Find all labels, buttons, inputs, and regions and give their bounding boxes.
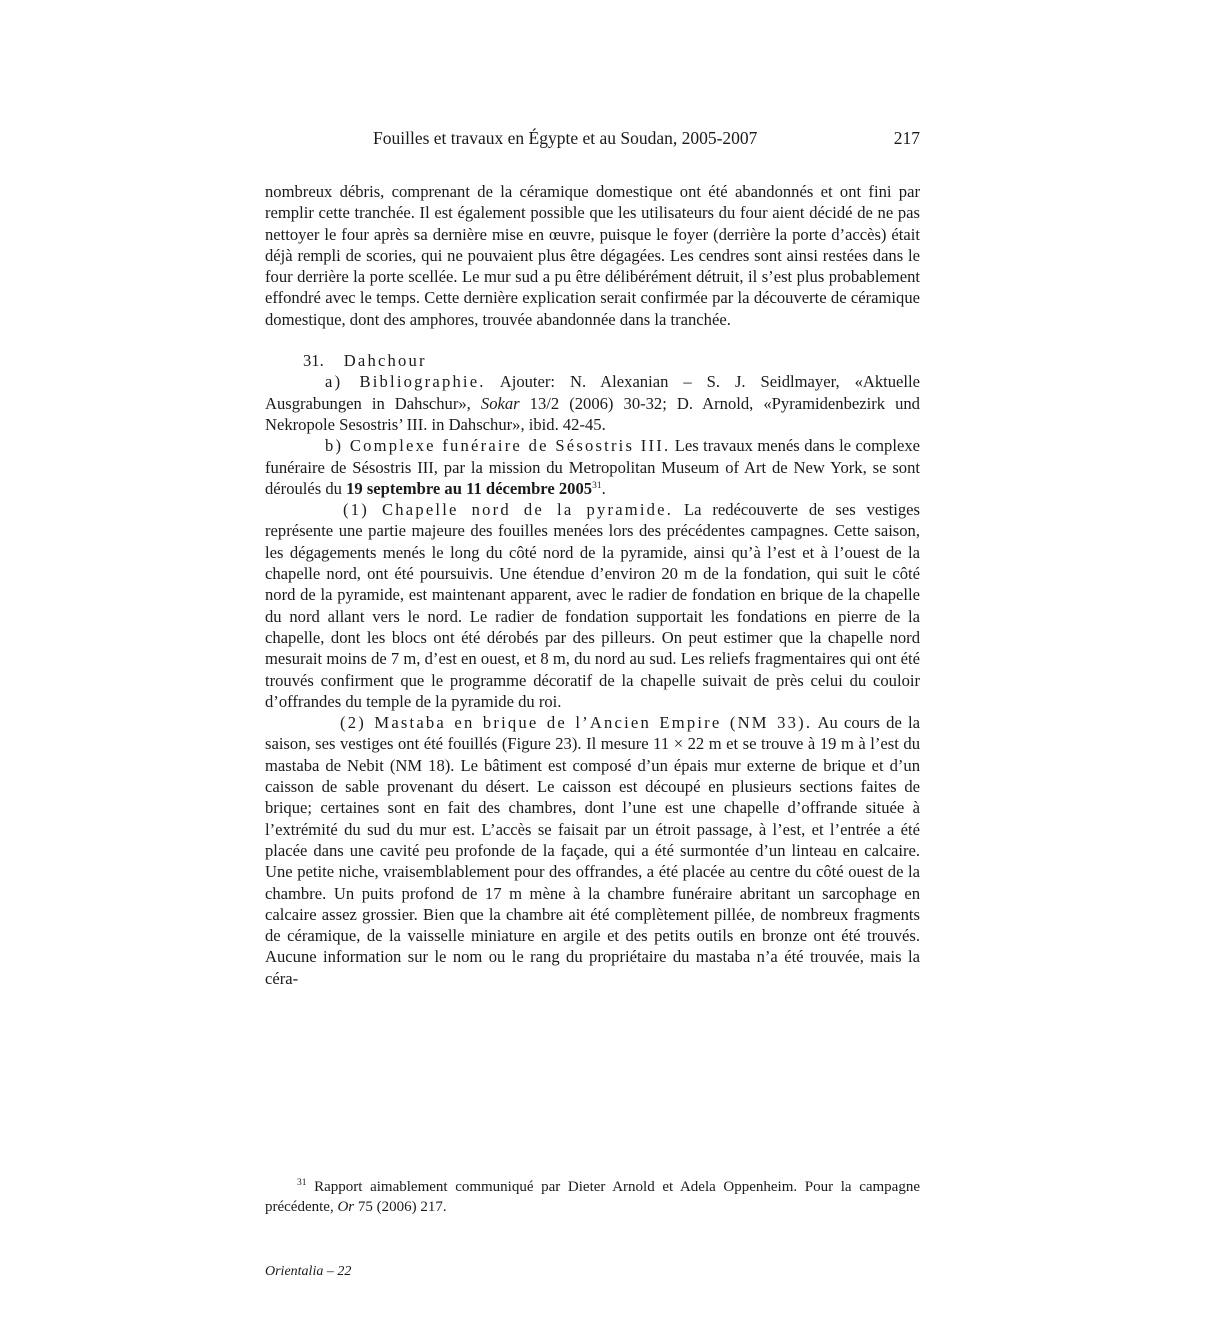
section-number: 31.	[303, 351, 324, 371]
subsection-label-2: (2) Mastaba en brique de l’Ancien Empire (NM 33).	[340, 713, 813, 733]
signature-mark: Orientalia – 22	[265, 1264, 352, 1279]
paragraph-bibliography	[265, 371, 920, 435]
footnote-text: Rapport aimablement communiqué par Dieter Arnold et Adela Oppenheim. Pour la campagne précédente,	[265, 1179, 920, 1215]
footnote-number: 31	[297, 1178, 307, 1188]
bibliography-text: Ajouter: N. Alexanian – S. J. Seidlmayer, «Aktuelle Ausgrabungen in Dahschur»,	[265, 372, 921, 413]
subsection-label-a: a) Bibliographie.	[325, 372, 486, 392]
running-header	[265, 128, 920, 152]
bibliography-text-continued: 13/2 (2006) 30-32; D. Arnold, «Pyramidenbezirk und Nekropole Sesostris’ III. in Dahschur», ibid. 42-45.	[265, 393, 920, 434]
paragraph-mastaba	[265, 712, 920, 989]
footnote-journal: Or	[337, 1198, 355, 1215]
paragraph-continuation: nombreux débris, comprenant de la céramique domestique ont été abandonnés et ont fini par remplir cette tranchée. Il est également possible que les utilisateurs du four aient décidé de ne pas nettoyer le four après sa dernière mise en œuvre, puisque le foyer (derrière la porte d’accès) était déjà rempli de scories, qui ne pouvaient plus être dégagées. Les cendres sont ainsi restées dans le four derrière la porte scellée. Le mur sud a pu être délibérément détruit, il s’est plus probablement effondré avec le temps. Cette dernière explication serait confirmée par la découverte de céramique domestique, dont des amphores, trouvée abandonnée dans la tranchée.	[265, 182, 920, 329]
chapelle-nord-text: La redécouverte de ses vestiges représente une partie majeure des fouilles menées lors des précédentes campagnes. Cette saison, les dégagements menés le long du côté nord de la pyramide, ainsi qu’à l’est et à l’ouest de la chapelle nord, ont été poursuivis. Une étendue d’environ 20 m de la fondation, qui suit le côté nord de la pyramide, est maintenant apparent, avec le radier de fondation en brique de la chapelle du nord allant vers le nord. Le radier de fondation supportait les fondations en pierre de la chapelle, dont les blocs ont été dérobés par des pilleurs. On peut estimer que la chapelle nord mesurait moins de 7 m, d’est en ouest, et 8 m, du nord au sud. Les reliefs fragmentaires qui ont été trouvés confirment que le programme décoratif de la chapelle suivait de près celui du couloir d’offrandes du temple de la pyramide du roi.	[265, 500, 920, 711]
footnotes	[265, 1178, 920, 1217]
section-gap	[265, 330, 920, 350]
footnote-31	[265, 1178, 920, 1217]
paragraph-chapelle-nord	[265, 499, 920, 712]
page-number: 217	[893, 128, 920, 148]
complexe-text: Les travaux menés dans le complexe funéraire de Sésostris III, par la mission du Metropolitan Museum of Art de New York, se sont déroulés du	[265, 436, 920, 498]
paragraph-complexe	[265, 435, 920, 499]
campaign-dates: 19 septembre au 11 décembre 2005	[346, 478, 593, 498]
document-page	[265, 0, 920, 1334]
complexe-text-end: .	[601, 478, 606, 498]
section-heading	[265, 350, 920, 371]
footnote-reference[interactable]: 31	[592, 480, 602, 491]
subsection-label-1: (1) Chapelle nord de la pyramide.	[343, 500, 674, 520]
mastaba-text: Au cours de la saison, ses vestiges ont été fouillés (Figure 23). Il mesure 11 × 22 m et se trouve à 19 m à l’est du mastaba de Nebit (NM 18). Le bâtiment est composé d’un épais mur externe de brique et d’un caisson de sable provenant du désert. Le caisson est découpé en plusieurs sections faites de brique; certaines sont en fait des chambres, dont l’une est une chapelle d’offrande située à l’extrémité du sud du mur est. L’accès se faisait par un étroit passage, à l’est, et l’entrée a été placée dans une cavité peu profonde de la façade, qui a été surmontée d’un linteau en calcaire. Une petite niche, vraisemblablement pour des offrandes, a été placée au centre du côté ouest de la chambre. Un puits profond de 17 m mène à la chambre funéraire abritant un sarcophage en calcaire assez grossier. Bien que la chambre ait été complètement pillée, de nombreux fragments de céramique, de la vaisselle miniature en argile et des petits outils en bronze ont été trouvés. Aucune information sur le nom ou le rang du propriétaire du mastaba n’a été trouvée, mais la céra-	[265, 713, 920, 988]
footnote-text-end: 75 (2006) 217.	[354, 1198, 447, 1215]
main-text	[265, 181, 920, 989]
subsection-label-b: b) Complexe funéraire de Sésostris III.	[325, 436, 671, 456]
running-title: Fouilles et travaux en Égypte et au Soudan, 2005-2007	[373, 128, 758, 148]
journal-title: Sokar	[480, 393, 520, 413]
section-title: Dahchour	[343, 351, 427, 371]
